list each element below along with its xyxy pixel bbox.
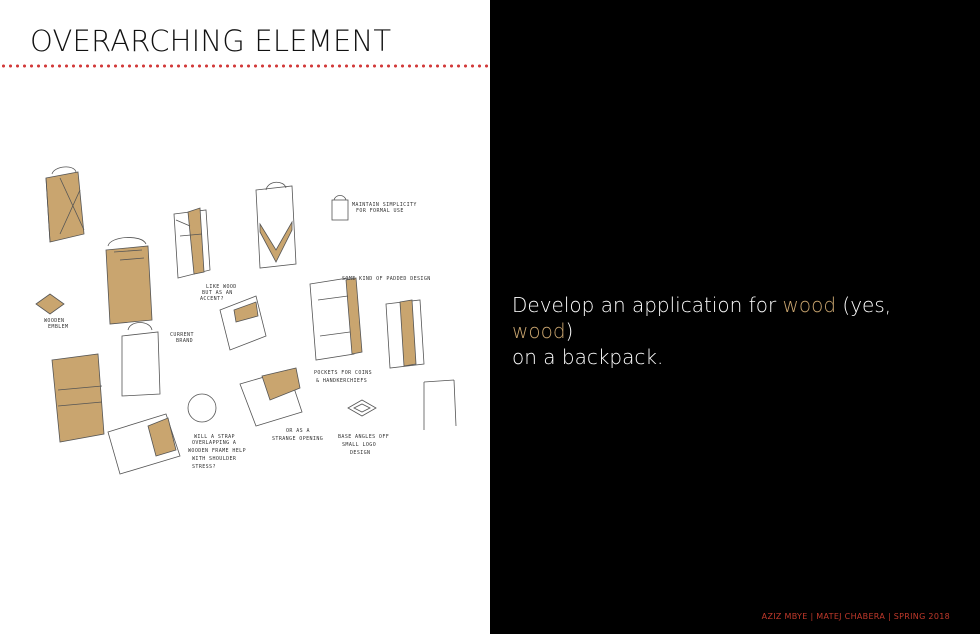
- svg-text:BUT AS AN: BUT AS AN: [202, 290, 233, 296]
- sketch-backpack-5: [332, 196, 348, 221]
- sketch-backpack-4: [256, 182, 296, 268]
- statement-part2: (yes,: [836, 293, 892, 317]
- sketch-backpack-8: [220, 296, 266, 350]
- statement-part1: Develop an application for: [512, 293, 783, 317]
- sketch-backpack-10: [52, 354, 104, 442]
- footer-credits: AZIZ MBYE | MATEJ CHABERA | SPRING 2018: [761, 612, 950, 621]
- statement-part3: ): [565, 319, 574, 343]
- svg-text:WITH SHOULDER: WITH SHOULDER: [192, 456, 237, 462]
- statement-wood-1: wood: [782, 293, 837, 317]
- sketch-backpack-2: [106, 237, 152, 324]
- sketch-backpack-12: [240, 368, 302, 426]
- sketch-backpack-9: [122, 323, 160, 397]
- statement-line2: on a backpack.: [512, 345, 664, 369]
- svg-text:WOODEN FRAME HELP: WOODEN FRAME HELP: [188, 448, 246, 454]
- svg-text:ACCENT?: ACCENT?: [200, 296, 224, 302]
- statement-text: [512, 292, 952, 370]
- svg-text:OR AS A: OR AS A: [286, 428, 310, 434]
- svg-text:CURRENT: CURRENT: [170, 332, 194, 338]
- svg-text:EMBLEM: EMBLEM: [48, 324, 69, 330]
- slide-title: OVERARCHING ELEMENT: [30, 24, 392, 58]
- svg-text:& HANDKERCHIEFS: & HANDKERCHIEFS: [316, 378, 368, 384]
- svg-text:FOR FORMAL USE: FOR FORMAL USE: [356, 208, 404, 214]
- svg-text:DESIGN: DESIGN: [350, 450, 371, 456]
- svg-text:OVERLAPPING A: OVERLAPPING A: [192, 440, 237, 446]
- svg-text:LIKE WOOD: LIKE WOOD: [206, 284, 237, 290]
- sketch-base-logo: [348, 400, 376, 416]
- svg-text:STRANGE OPENING: STRANGE OPENING: [272, 436, 324, 442]
- svg-text:BASE ANGLES OFF: BASE ANGLES OFF: [338, 434, 390, 440]
- svg-text:WOODEN: WOODEN: [44, 318, 65, 324]
- sketch-backpack-7: [386, 300, 424, 368]
- svg-text:MAINTAIN SIMPLICITY: MAINTAIN SIMPLICITY: [352, 202, 417, 208]
- dotted-divider: [0, 64, 490, 68]
- sketch-backpack-1: [46, 167, 84, 242]
- svg-text:BRAND: BRAND: [176, 338, 194, 344]
- svg-text:POCKETS FOR COINS: POCKETS FOR COINS: [314, 370, 372, 376]
- svg-text:WILL A STRAP: WILL A STRAP: [194, 434, 235, 440]
- svg-text:SOME KIND OF PADDED DESIGN: SOME KIND OF PADDED DESIGN: [342, 276, 431, 282]
- sketch-backpack-3: [174, 208, 210, 278]
- svg-text:SMALL LOGO: SMALL LOGO: [342, 442, 377, 448]
- sketch-backpack-6: [310, 278, 362, 360]
- sketch-wooden-emblem: [36, 294, 64, 314]
- backpack-sketches: [30, 150, 470, 490]
- svg-text:STRESS?: STRESS?: [192, 464, 216, 470]
- statement-wood-2: wood: [512, 319, 566, 343]
- sketch-outline: [424, 380, 456, 430]
- sketch-drawing: [30, 150, 470, 490]
